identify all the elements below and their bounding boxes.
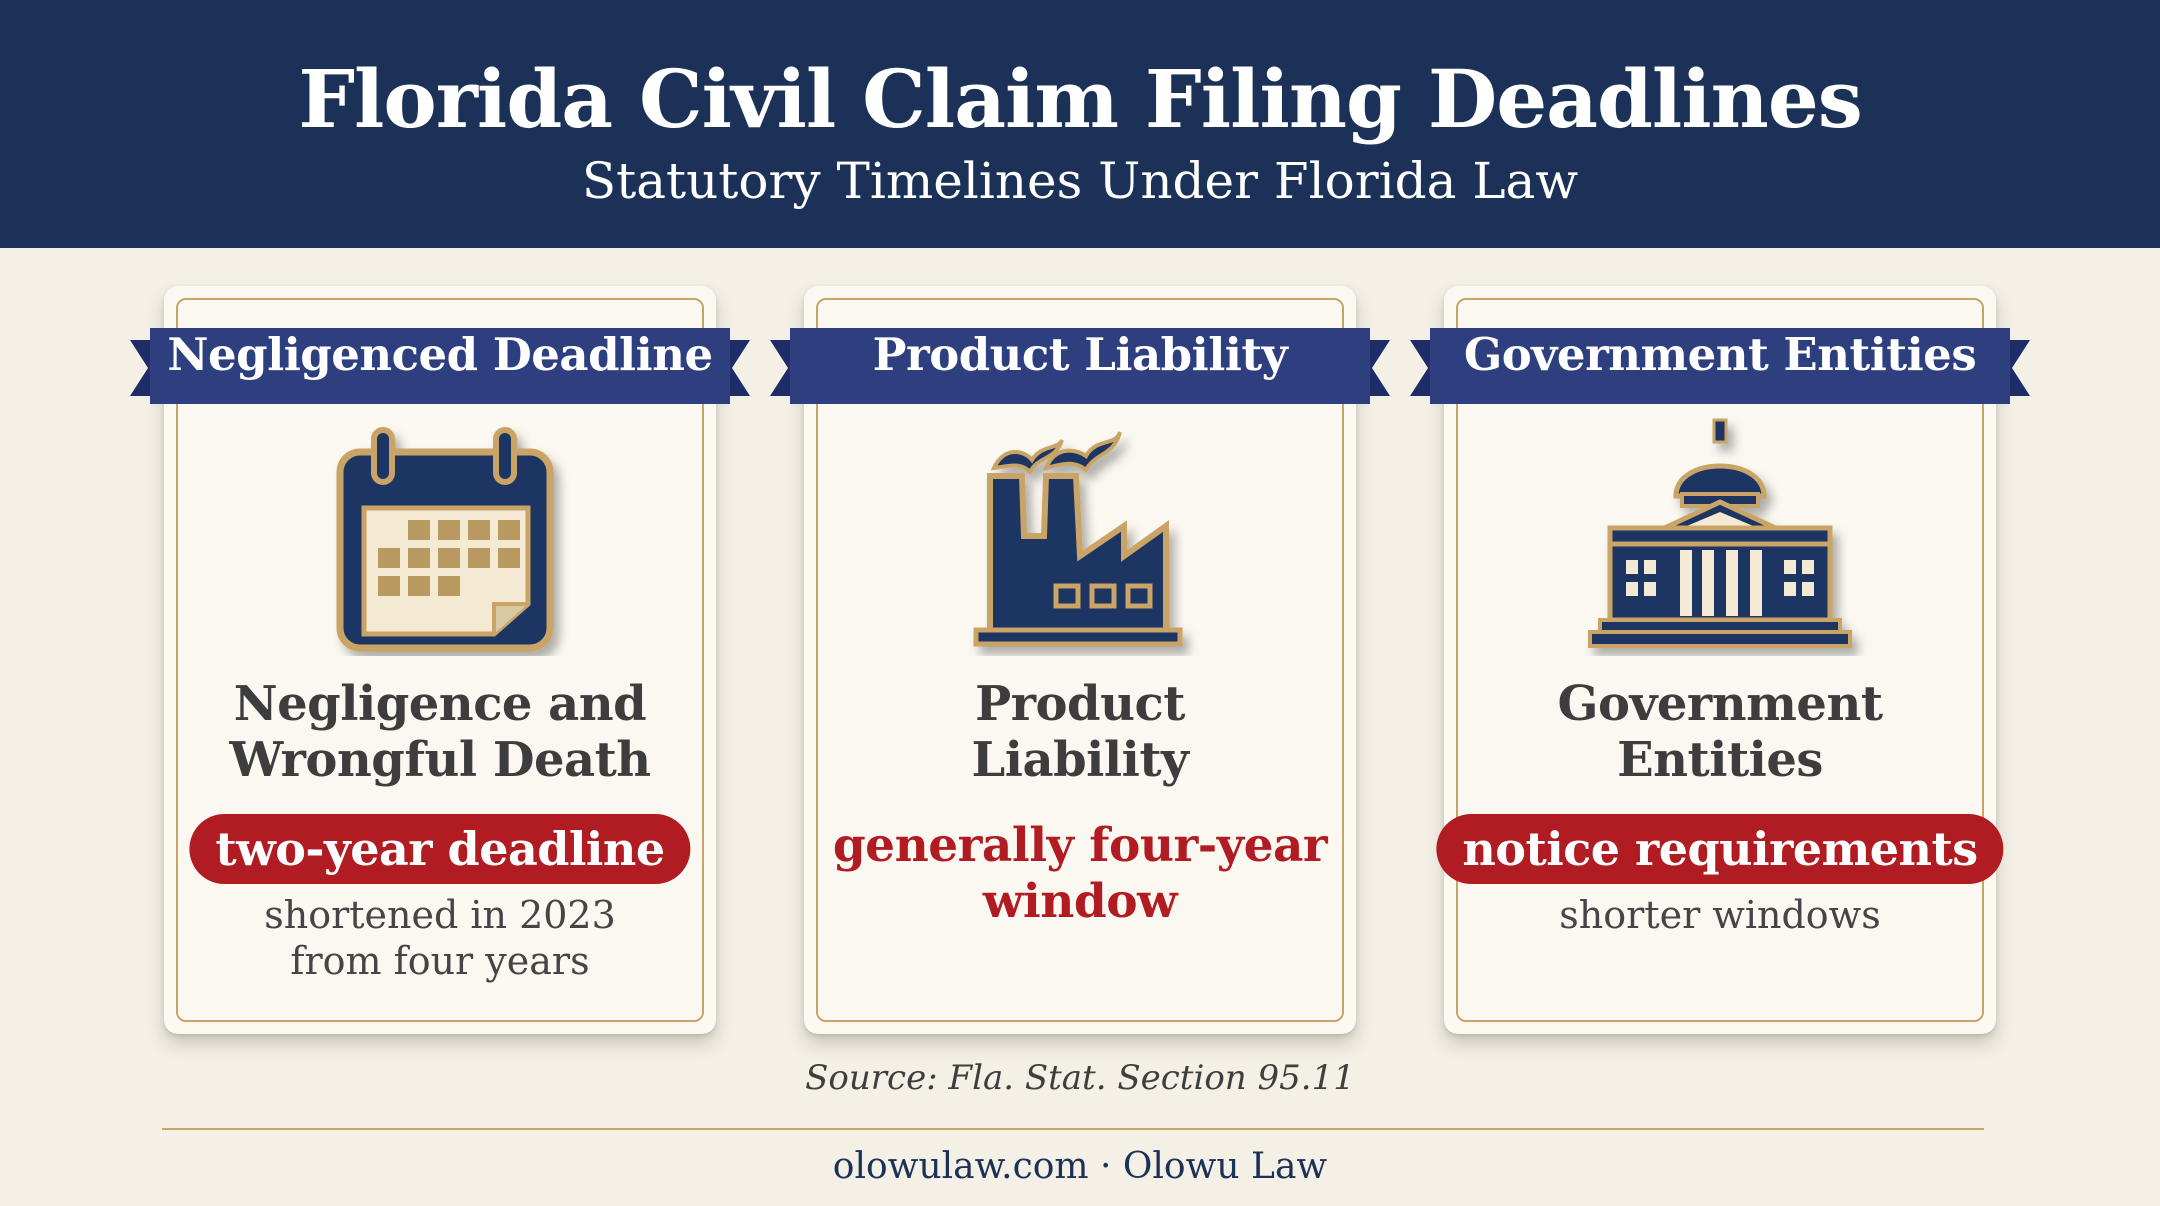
card-heading [1444, 676, 1996, 788]
card-note [164, 892, 716, 984]
card-government-entities [1444, 286, 1996, 1034]
card-product-liability [804, 286, 1356, 1034]
calendar-icon [280, 416, 600, 656]
source-citation: Source: Fla. Stat. Section 95.11 [805, 1058, 1355, 1098]
deadline-badge: two-year deadline [189, 814, 690, 884]
ribbon-label: Government Entities [1463, 328, 1977, 381]
footer-credit: olowulaw.com · Olowu Law [832, 1146, 1328, 1187]
heading-line: Product [975, 676, 1185, 732]
heading-line: Negligence and [233, 676, 647, 732]
factory-icon [920, 416, 1240, 656]
heading-line: Wrongful Death [229, 732, 651, 788]
note-line: shorter windows [1559, 893, 1881, 937]
header-banner [0, 0, 2160, 248]
highlight-line: window [982, 874, 1178, 929]
page-subtitle: Statutory Timelines Under Florida Law [581, 152, 1579, 210]
note-line: shortened in 2023 [264, 893, 616, 937]
heading-line: Entities [1617, 732, 1823, 788]
government-building-icon [1560, 416, 1880, 656]
heading-line: Government [1557, 676, 1883, 732]
note-line: from four years [290, 939, 590, 983]
ribbon-label: Negligenced Deadline [167, 328, 713, 381]
card-heading [804, 676, 1356, 788]
deadline-text [804, 818, 1356, 930]
card-note [1444, 892, 1996, 938]
deadline-badge: notice requirements [1436, 814, 2003, 884]
heading-line: Liability [971, 732, 1189, 788]
page-title: Florida Civil Claim Filing Deadlines [298, 52, 1862, 146]
card-heading [164, 676, 716, 788]
ribbon-label: Product Liability [872, 328, 1288, 381]
card-negligence [164, 286, 716, 1034]
divider [162, 1128, 1984, 1130]
highlight-line: generally four-year [832, 818, 1328, 873]
